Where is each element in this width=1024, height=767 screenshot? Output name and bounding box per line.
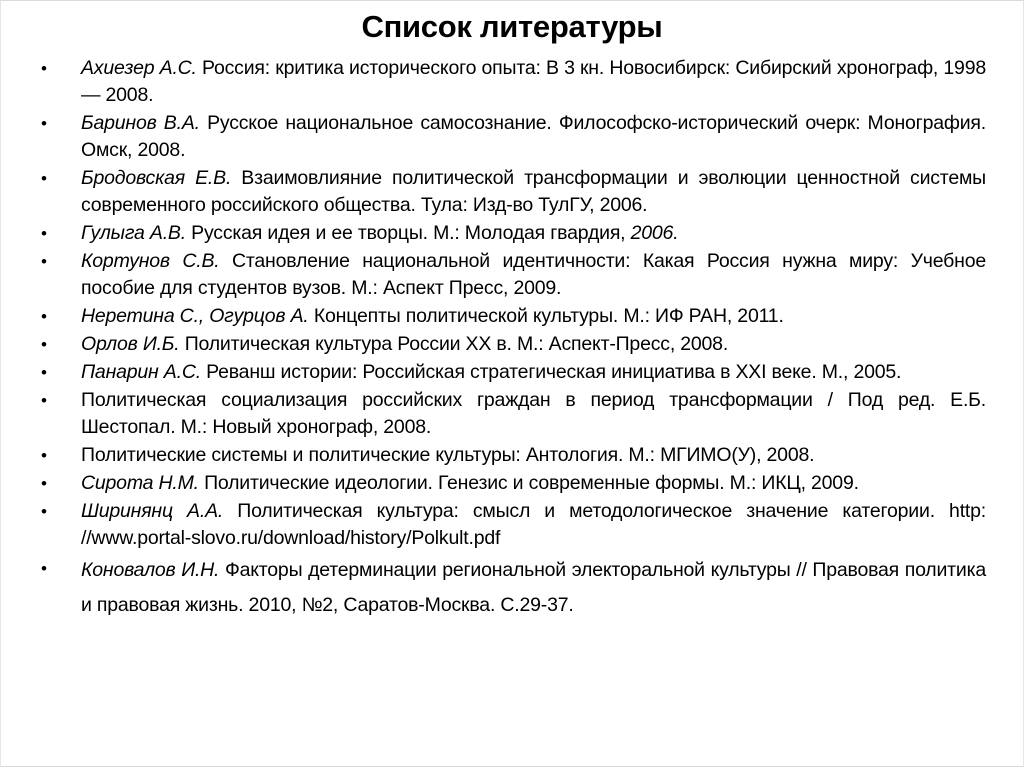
reference-text: Политическая социализация российских граждан в период трансформации / Под ред. Е.Б. Шестопал. М.: Новый хронограф, 2008. [81,389,986,438]
reference-text: Русское национальное самосознание. Философско-исторический очерк: Монография. Омск, 2008. [81,112,986,161]
list-item [39,331,986,358]
reference-author: Ахиезер А.С. [81,57,197,79]
list-item [39,387,986,441]
reference-text: Россия: критика исторического опыта: В 3 кн. Новосибирск: Сибирский хронограф, 1998 — 2008. [81,57,986,106]
reference-author: 2006. [630,222,679,244]
list-item [39,220,986,247]
list-item [39,498,986,552]
reference-author: Коновалов И.Н. [81,559,220,581]
bullet-icon: • [41,114,47,133]
bullet-icon: • [41,307,47,326]
reference-text: Политические системы и политические культуры: Антология. М.: МГИМО(У), 2008. [81,444,815,466]
reference-author: Неретина С., Огурцов А. [81,305,309,327]
list-item [39,442,986,469]
reference-author: Гулыга А.В. [81,222,186,244]
bullet-icon: • [41,363,47,382]
bullet-icon: • [41,391,47,410]
bullet-icon: • [41,474,47,493]
reference-author: Ширинянц А.А. [81,500,224,522]
reference-author: Бродовская Е.В. [81,167,232,189]
bullet-icon: • [41,502,47,521]
list-item [39,470,986,497]
reference-author: Панарин А.С. [81,361,201,383]
reference-text: Факторы детерминации региональной электоральной культуры // Правовая политика и правовая жизнь. 2010, №2, Саратов-Москва. С.29-37. [81,559,986,616]
reference-author: Баринов В.А. [81,112,200,134]
bullet-icon: • [41,252,47,271]
list-item [39,248,986,302]
reference-text: Реванш истории: Российская стратегическая инициатива в XXI веке. М., 2005. [200,361,902,383]
list-item [39,553,986,623]
list-item [39,55,986,109]
reference-text: Становление национальной идентичности: Какая Россия нужна миру: Учебное пособие для студентов вузов. М.: Аспект Пресс, 2009. [81,250,987,299]
reference-text: Политические идеологии. Генезис и современные формы. М.: ИКЦ, 2009. [198,472,859,494]
reference-text: Концепты политической культуры. М.: ИФ РАН, 2011. [308,305,784,327]
list-item [39,303,986,330]
bullet-icon: • [41,59,47,78]
reference-author: Орлов И.Б. [81,333,180,355]
reference-author: Сирота Н.М. [81,472,199,494]
bullet-icon: • [41,559,47,578]
reference-author: Кортунов С.В. [81,250,220,272]
reference-text: Политическая культура России XX в. М.: Аспект-Пресс, 2008. [179,333,729,355]
reference-text: Взаимовлияние политической трансформации и эволюции ценностной системы современного российского общества. Тула: Изд-во ТулГУ, 2006. [81,167,986,216]
list-item [39,359,986,386]
bullet-icon: • [41,169,47,188]
bullet-icon: • [41,224,47,243]
list-item [39,110,986,164]
reference-text: Политическая культура: смысл и методологическое значение категории. http: //www.portal-slovo.ru/download/history/Polkult.pdf [81,500,986,549]
bullet-icon: • [41,335,47,354]
bullet-icon: • [41,446,47,465]
list-item [39,165,986,219]
slide-title: Список литературы [361,9,663,44]
reference-text: Русская идея и ее творцы. М.: Молодая гвардия, [185,222,631,244]
bibliography-list [1,55,1023,623]
